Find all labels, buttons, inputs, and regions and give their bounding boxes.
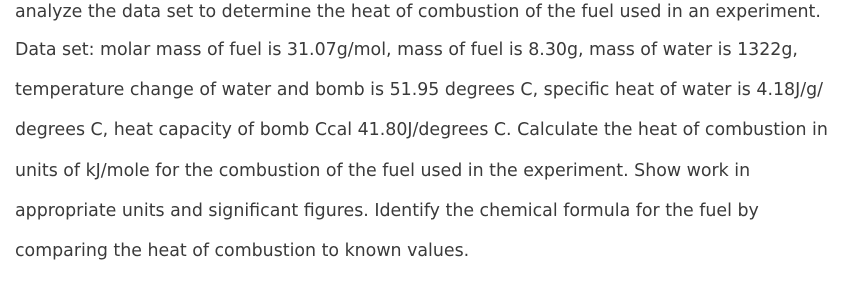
problem-line-2: Data set: molar mass of fuel is 31.07g/mol, mass of fuel is 8.30g, mass of water is 1322g, — [15, 40, 798, 60]
problem-line-1: analyze the data set to determine the heat of combustion of the fuel used in an experiment. — [15, 2, 821, 22]
problem-line-6: appropriate units and significant figures. Identify the chemical formula for the fuel by — [15, 201, 759, 221]
problem-line-5: units of kJ/mole for the combustion of the fuel used in the experiment. Show work in — [15, 161, 751, 181]
problem-line-7: comparing the heat of combustion to known values. — [15, 241, 470, 261]
problem-line-3: temperature change of water and bomb is 51.95 degrees C, specific heat of water is 4.18J/g/ — [15, 80, 823, 100]
problem-line-4: degrees C, heat capacity of bomb Ccal 41.80J/degrees C. Calculate the heat of combustion in — [15, 120, 828, 140]
